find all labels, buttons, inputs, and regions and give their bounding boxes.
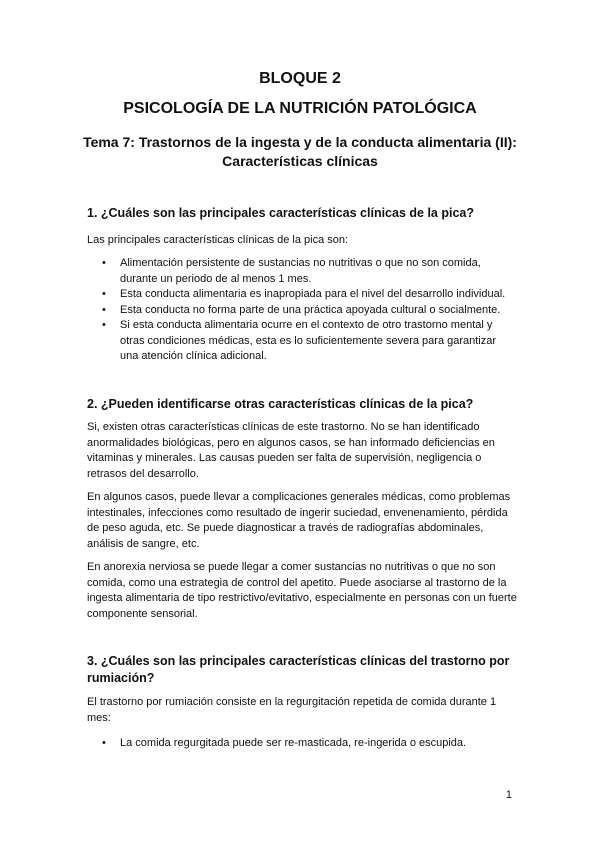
section-3-title: 3. ¿Cuáles son las principales características clínicas del trastorno por rumiación? (87, 654, 510, 685)
section-3-intro: El trastorno por rumiación consiste en la regurgitación repetida de comida durante 1 mes: (87, 696, 497, 724)
page-number: 1 (505, 789, 512, 801)
bullet-icon: • (102, 257, 106, 269)
bullet-icon: • (102, 303, 106, 316)
section-1-intro: Las principales características clínicas de la pica son: (87, 234, 349, 246)
section-2-paragraph: En anorexia nerviosa se puede llegar a comer sustancias no nutritivas o que no son comida, como una estrategia de control del apetito. Puede asociarse al trastorno de la ingesta alimentaria de tipo restrictivo/evitativo, especialmente en personas con un fuerte componente sensorial. (87, 561, 517, 620)
list-item-text: Esta conducta no forma parte de una práctica apoyada cultural o socialmente. (120, 303, 501, 316)
section-2-title: 2. ¿Pueden identificarse otras características clínicas de la pica? (87, 397, 474, 411)
bullet-icon: • (102, 288, 106, 300)
section-1-bullet-list (87, 256, 517, 365)
bullet-icon: • (102, 319, 106, 331)
block-title: BLOQUE 2 (259, 70, 341, 87)
list-item (87, 736, 517, 752)
section-2-paragraph: Si, existen otras características clínicas de este trastorno. No se han identificado anormalidades biológicas, pero en algunos casos, se han informado deficiencias en vitaminas y minerales. Las causas pueden ser falta de supervisión, negligencia o retrasos del desarrollo. (87, 421, 495, 480)
list-item (87, 256, 517, 287)
list-item (87, 318, 517, 365)
list-item-text: Alimentación persistente de sustancias no nutritivas o que no son comida, durante un periodo de al menos 1 mes. (120, 257, 481, 285)
list-item-text: Si esta conducta alimentaria ocurre en el contexto de otro trastorno mental y otras condiciones médicas, esta es lo suficientemente severa para garantizar una atención clínica adicional. (120, 319, 497, 362)
bullet-icon: • (102, 737, 106, 749)
section-3-bullet-list (87, 736, 517, 752)
list-item (87, 287, 517, 303)
section-1-title: 1. ¿Cuáles son las principales características clínicas de la pica? (87, 206, 474, 220)
subject-title: PSICOLOGÍA DE LA NUTRICIÓN PATOLÓGICA (123, 100, 477, 117)
section-2-paragraph: En algunos casos, puede llevar a complicaciones generales médicas, como problemas intestinales, infecciones como resultado de ingerir suciedad, envenenamiento, pérdida de peso aguda, etc. Se puede diagnosticar a través de radiografías abdominales, análisis de sangre, etc. (87, 491, 511, 550)
list-item-text: Esta conducta alimentaria es inapropiada para el nivel del desarrollo individual. (120, 288, 506, 300)
list-item (87, 303, 517, 319)
list-item-text: La comida regurgitada puede ser re-masticada, re-ingerida o escupida. (120, 737, 467, 749)
topic-title: Tema 7: Trastornos de la ingesta y de la conducta alimentaria (II): Características clínicas (83, 134, 517, 169)
